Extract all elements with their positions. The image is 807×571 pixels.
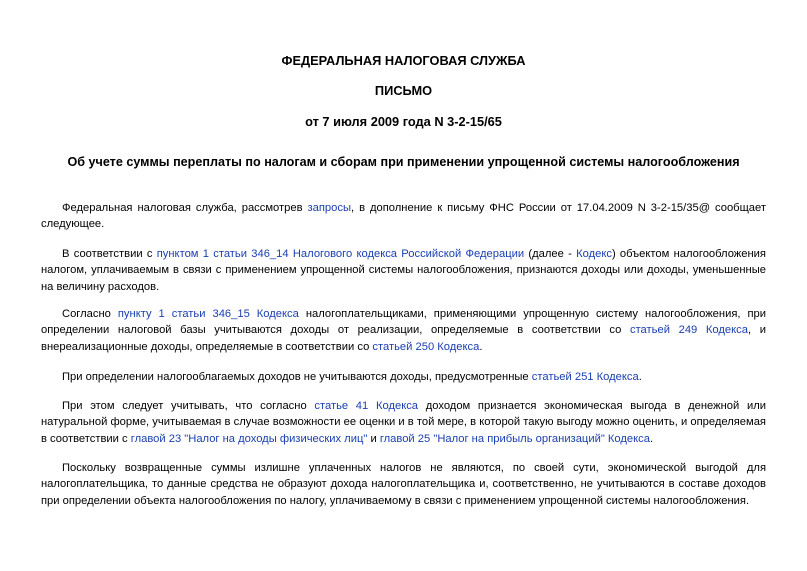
paragraph-1 xyxy=(41,200,766,233)
paragraph-text: (далее - xyxy=(524,248,577,260)
paragraph-text: Федеральная налоговая служба, рассмотрев xyxy=(62,202,308,214)
paragraph-text: В соответствии с xyxy=(62,248,157,260)
paragraph-text: доходом признается экономическая выгода в денежной или натуральной форме, учитываемая в случае возможности ее оценки и в той мере, в которой такую выгоду можно оценить, и определяемая в соответствии с xyxy=(41,400,766,445)
paragraph-text: Поскольку возвращенные суммы излишне уплаченных налогов не являются, по своей сути, экономической выгодой для налогоплательщика, то данные средства не образуют дохода налогоплательщика и, соответственно, не учитываются в составе доходов при определении объекта налогообложения по налогу, уплачиваемому в связи с применением упрощенной системы налогообложения. xyxy=(41,462,766,507)
paragraph-5 xyxy=(41,398,766,447)
paragraph-6 xyxy=(41,460,766,509)
paragraph-text: налогоплательщиками, применяющими упрощенную систему налогообложения, при определении налоговой базы учитываются доходы от реализации, определяемые в соответствии со xyxy=(41,308,767,337)
paragraph-text: . xyxy=(638,371,642,383)
link-chapter-23[interactable]: главой 23 "Налог на доходы физических лиц" xyxy=(130,432,368,445)
paragraph-text: Согласно xyxy=(62,308,118,320)
paragraph-3 xyxy=(41,306,766,355)
paragraph-text: и xyxy=(367,432,380,445)
paragraph-text: , и внереализационные доходы, определяемые в соответствии со xyxy=(41,324,766,353)
paragraph-text: При этом следует учитывать, что согласно xyxy=(62,400,315,412)
paragraph-text: ) объектом налогообложения налогом, уплачиваемым в связи с применением упрощенной системы налогообложения, признаются доходы или доходы, уменьшенные на величину расходов. xyxy=(41,248,766,293)
agency-title: ФЕДЕРАЛЬНАЯ НАЛОГОВАЯ СЛУЖБА xyxy=(281,53,526,68)
paragraph-2 xyxy=(41,246,766,295)
link-code[interactable]: Кодекс xyxy=(576,248,612,260)
paragraph-4 xyxy=(41,369,766,385)
paragraph-text: . xyxy=(649,432,654,445)
link-article-249[interactable]: статьей 249 Кодекса xyxy=(629,324,748,337)
paragraph-text: При определении налогооблагаемых доходов не учитываются доходы, предусмотренные xyxy=(62,371,532,383)
document-subject: Об учете суммы переплаты по налогам и сборам при применении упрощенной системы налогообложения xyxy=(67,155,740,169)
link-article-251[interactable]: статьей 251 Кодекса xyxy=(531,371,639,383)
link-requests[interactable]: запросы xyxy=(307,202,352,214)
document-date-number: от 7 июля 2009 года N 3-2-15/65 xyxy=(305,114,502,129)
link-article-346-15[interactable]: пункту 1 статьи 346_15 Кодекса xyxy=(117,308,299,320)
link-article-250[interactable]: статьей 250 Кодекса xyxy=(372,340,480,353)
link-article-346-14[interactable]: пунктом 1 статьи 346_14 Налогового кодекса Российской Федерации xyxy=(156,248,525,260)
paragraph-text: . xyxy=(479,340,483,353)
link-chapter-25[interactable]: главой 25 "Налог на прибыль организаций" Кодекса xyxy=(379,432,650,445)
link-article-41[interactable]: статье 41 Кодекса xyxy=(314,400,419,412)
document-type: ПИСЬМО xyxy=(374,83,433,98)
paragraph-text: , в дополнение к письму ФНС России от 17.04.2009 N 3-2-15/35@ сообщает следующее. xyxy=(41,202,766,231)
